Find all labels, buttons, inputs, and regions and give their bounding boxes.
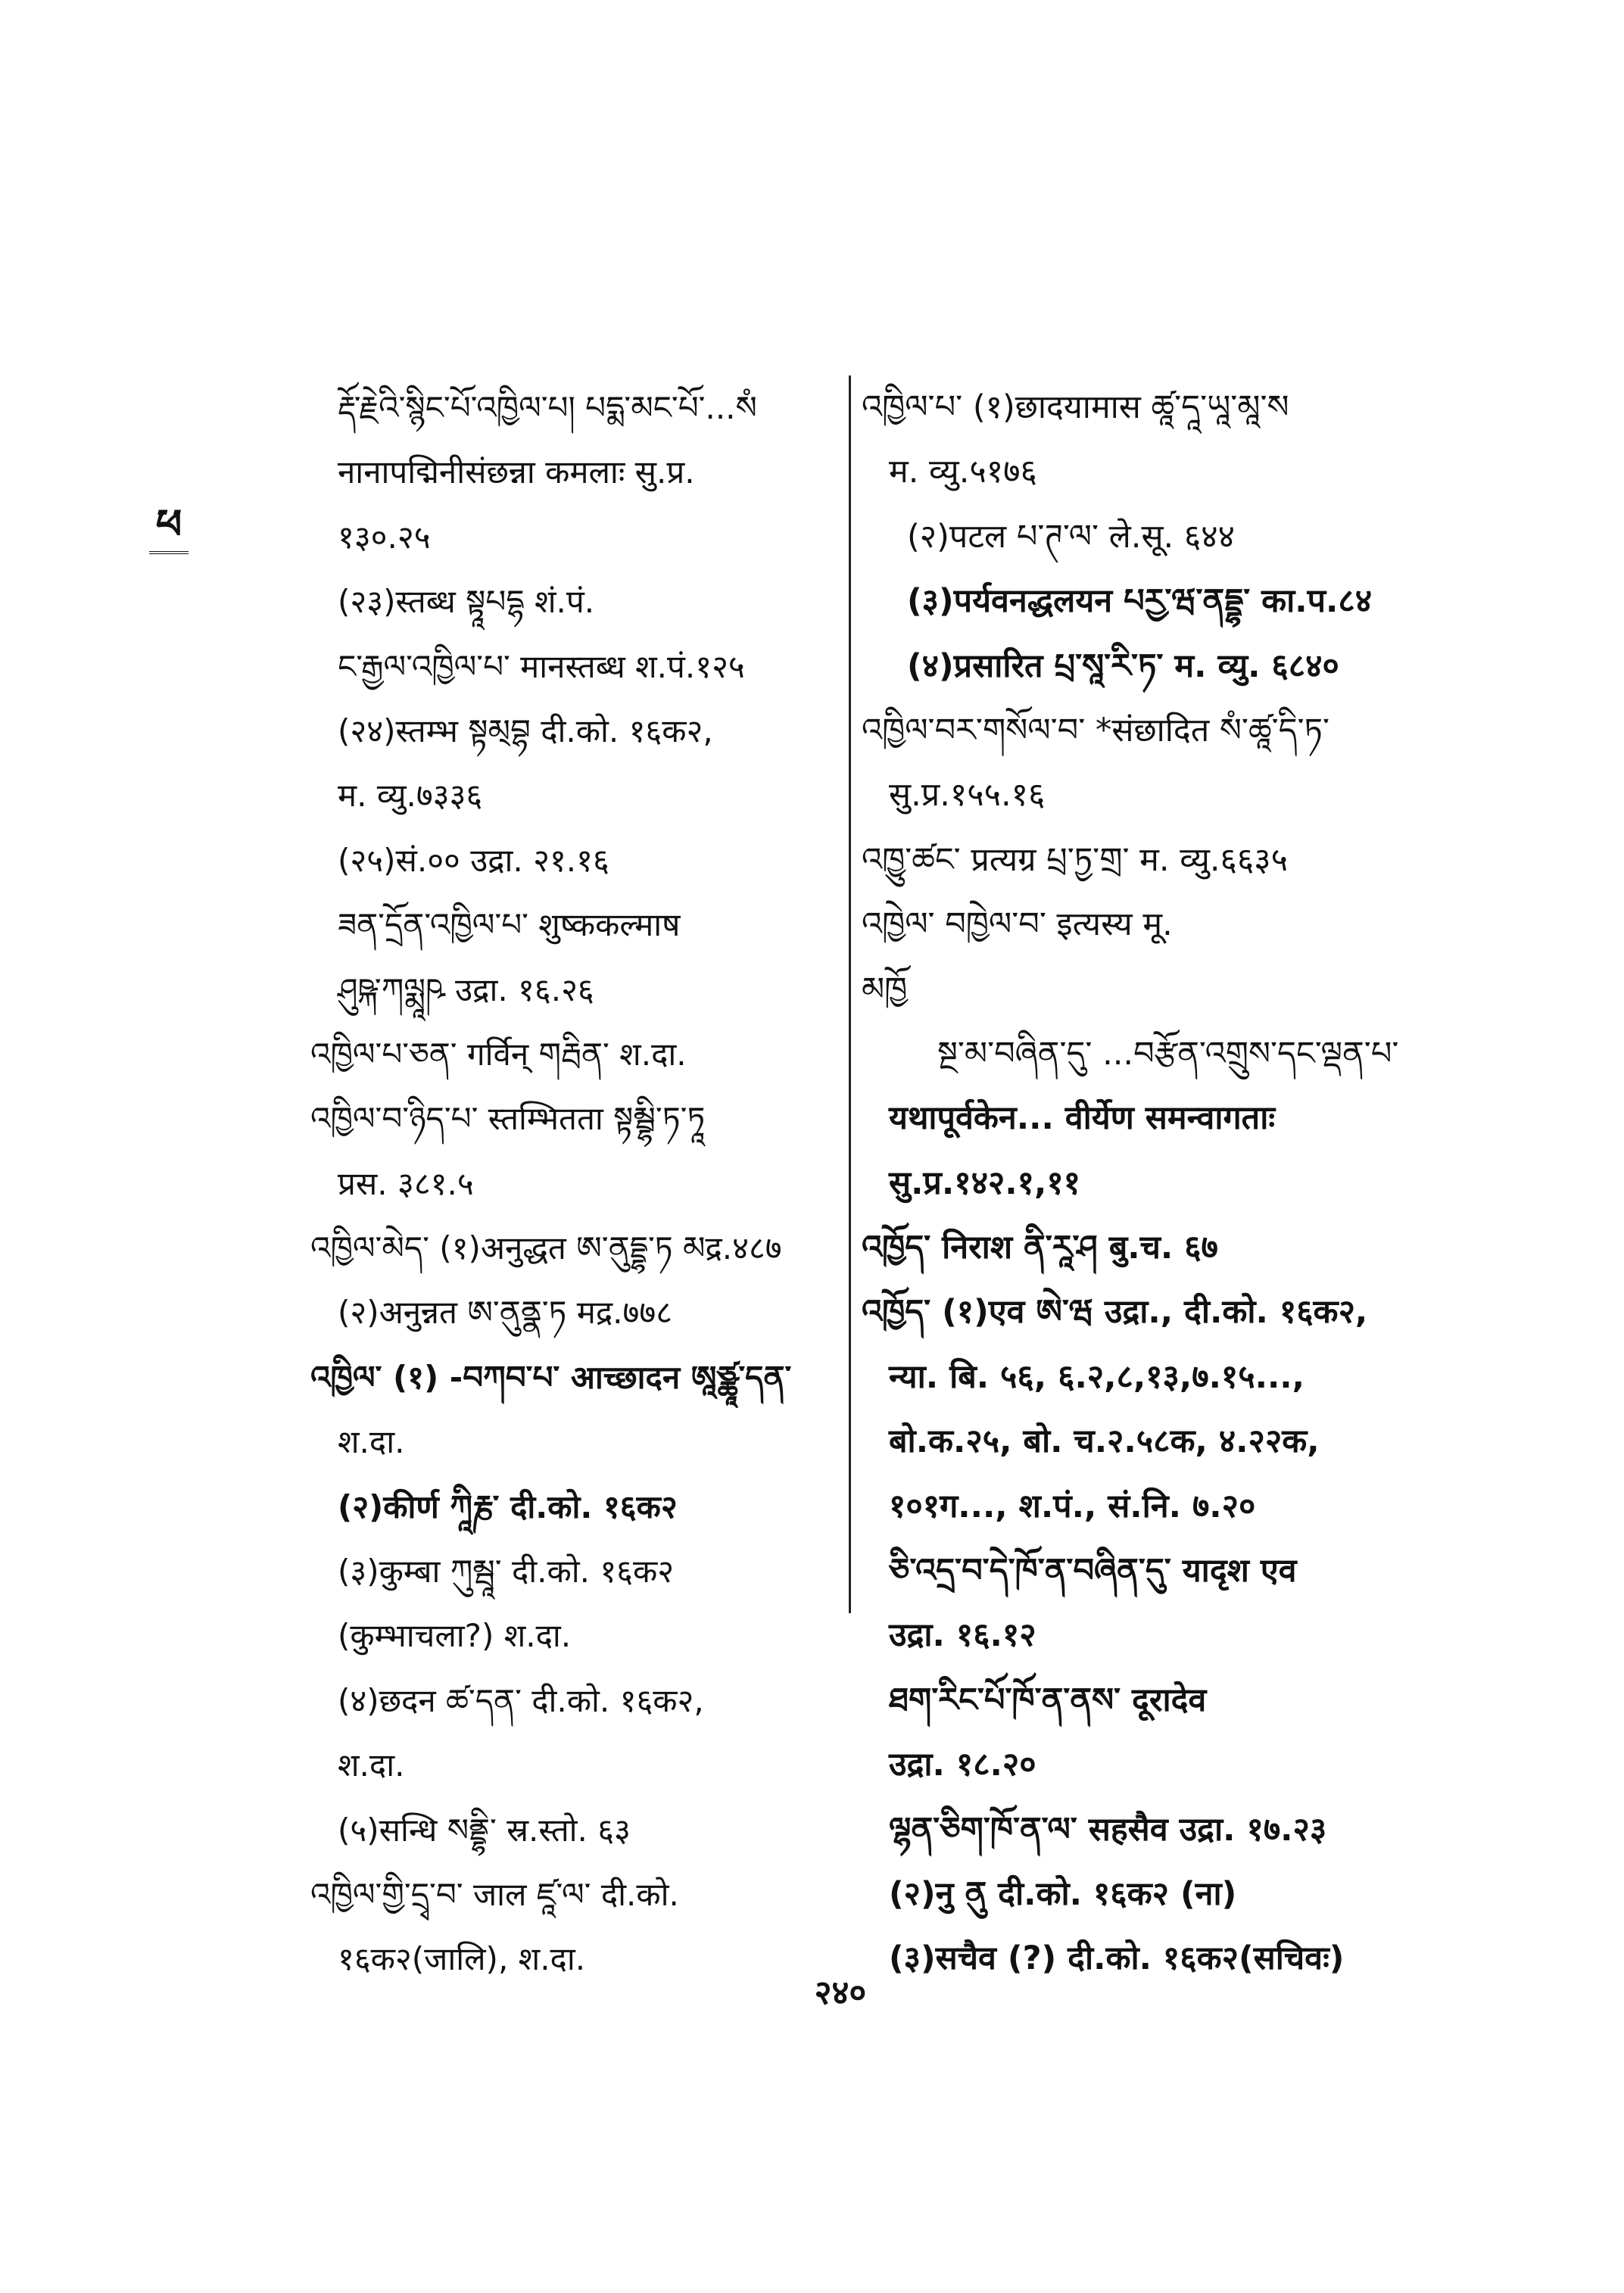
left-line-11: འཁྱིལ་པ་ཅན་ गर्विन् གརྦིན་ श.दा. [310,1035,687,1073]
left-line-7: म. व्यु.७३३६ [338,777,483,815]
left-line-3: १३०.२५ [338,518,431,556]
right-line-15: འཁྱོད་ (१)एव ཨེ་ཝ उद्रा., दी.को. १६क२, [862,1293,1368,1332]
right-line-9: འཁྱེལ་ བཁྱེལ་བ་ इत्यस्य मू. [862,905,1173,944]
right-line-23: ལྷན་ཅིག་ཁོ་ན་ལ་ सहसैव उद्रा. १७.२३ [889,1810,1327,1849]
right-line-24: (२)नु ནུ दी.को. १६क२ (ना) [889,1874,1237,1913]
right-line-21: ཐག་རིང་པོ་ཁོ་ན་ནས་ दूरादेव [889,1681,1207,1719]
left-line-10: ཤུཥྐ་ཀལྨཱཥ उद्रा. १६.२६ [338,970,594,1008]
margin-letter-mark: ཕ [149,498,189,554]
right-column [862,375,1467,1992]
right-line-14: འཁྱོད་ निराश ནི་རཱ་ཤ बु.च. ६७ [862,1229,1218,1267]
right-line-19: ཅི་འདྲ་བ་དེ་ཁོ་ན་བཞིན་དུ་ यादृश एव [889,1552,1297,1590]
left-line-19: (३)कुम्बा ཀུམྦཱ་ दी.को. १६क२ [338,1553,675,1590]
left-line-8: (२५)सं.०० उद्रा. २१.१६ [338,841,609,879]
page-number: २४० [814,1974,867,2012]
left-line-12: འཁྱིལ་བ་ཉིད་པ་ स्तम्भितता སྟམྦྷི་ཏ་ཏཱ [310,1100,706,1138]
left-line-15: (२)अनुन्नत ཨ་ནུནྣ་ཏ मद्र.७७८ [338,1294,673,1332]
right-line-11: སྔ་མ་བཞིན་དུ་ ...བརྩོན་འགྲུས་དང་ལྡན་པ་ [937,1034,1399,1073]
left-line-25: १६क२(जालि), श.दा. [338,1940,586,1978]
right-line-1: འཁྱིལ་པ་ (१)छादयामास ཚཱ་དཱ་ཡཱ་མཱ་ས [862,388,1289,426]
right-line-3: (२)पटल པ་ཊ་ལ་ ले.सू. ६४४ [907,517,1235,556]
right-line-16: न्या. बि. ५६, ६.२,८,१३,७.१५..., [889,1357,1304,1396]
left-line-22: श.दा. [338,1746,405,1784]
right-line-22: उद्रा. १८.२० [889,1746,1036,1784]
left-line-4: (२३)स्तब्ध སྟཱཔདྷ शं.पं. [338,583,595,621]
left-line-5: ང་རྒྱལ་འཁྱིལ་པ་ मानस्तब्ध श.पं.१२५ [338,647,745,685]
right-line-12: यथापूर्वकेन... वीर्येण समन्वागताः [889,1099,1276,1138]
left-line-23: (५)सन्धि སནྡྷི་ स्र.स्तो. ६३ [338,1811,631,1849]
right-line-13: सु.प्र.१४२.१,११ [889,1164,1081,1202]
left-line-1: རྡོ་རྗེའི་སྙིང་པོ་འཁྱིལ་པ། པདྨ་མང་པོ་...སཾ [338,389,757,426]
right-line-6: འཁྱིལ་བར་གསོལ་བ་ *संछादित སཾ་ཚཱ་དི་ཏ་ [862,711,1329,749]
left-line-17: श.दा. [338,1423,405,1461]
left-line-13: प्रस. ३८१.५ [338,1164,474,1202]
right-line-5: (४)प्रसारित པྲ་སཱ་རི་ཏ་ म. व्यु. ६८४० [907,646,1339,685]
left-line-6: (२४)स्तम्भ སྟམ྄བྷ दी.को. १६क२, [338,712,713,749]
right-line-4: (३)पर्यवनद्धलयन པརྱ་ཝ་ནདྡྷ་ का.प.८४ [907,582,1373,621]
left-line-14: འཁྱིལ་མེད་ (१)अनुद्धत ཨ་ནུདྡྷ་ཏ མद्र.४८७ [310,1229,782,1267]
right-line-18: १०१ग..., श.पं., सं.नि. ७.२० [889,1487,1256,1525]
right-line-2: म. व्यु.५१७६ [889,453,1037,491]
left-line-2: नानापद्मिनीसंछन्ना कमलाः सु.प्र. [338,453,695,491]
left-line-16: འཁྱིལ་ (१) -བཀབ་པ་ आच्छादन ཨཱཙྪཱ་དན་ [310,1358,792,1396]
right-line-8: འཁྱུ་ཚང་ प्रत्यग्र པྲ་ཏྱ་གྲ་ म. व्यु.६६३५ [862,840,1288,879]
right-line-17: बो.क.२५, बो. च.२.५८क, ४.२२क, [889,1422,1320,1461]
column-divider [849,375,851,1613]
right-line-10: མཁྱོ [862,970,908,1008]
right-line-20: उद्रा. १६.१२ [889,1616,1036,1655]
right-line-25: (३)सचैव (?) दी.को. १६क२(सचिवः) [889,1939,1345,1978]
left-line-9: ཟན་དྲོན་འཁྱིལ་པ་ शुष्ककल्माष [338,906,681,944]
right-line-7: सु.प्र.१५५.१६ [889,776,1046,815]
left-column [310,375,844,1992]
left-line-20: (कुम्भाचला?) श.दा. [338,1617,572,1655]
left-line-21: (४)छदन ཚ་དན་ दी.को. १६क२, [338,1681,704,1719]
left-line-24: འཁྱིལ་གྱི་དྲྭ་བ་ जाल ཛཱ་ལ་ दी.को. [310,1875,679,1913]
left-line-18: (२)कीर्ण ཀཱིརྞ་ दी.को. १६क२ [338,1488,678,1525]
